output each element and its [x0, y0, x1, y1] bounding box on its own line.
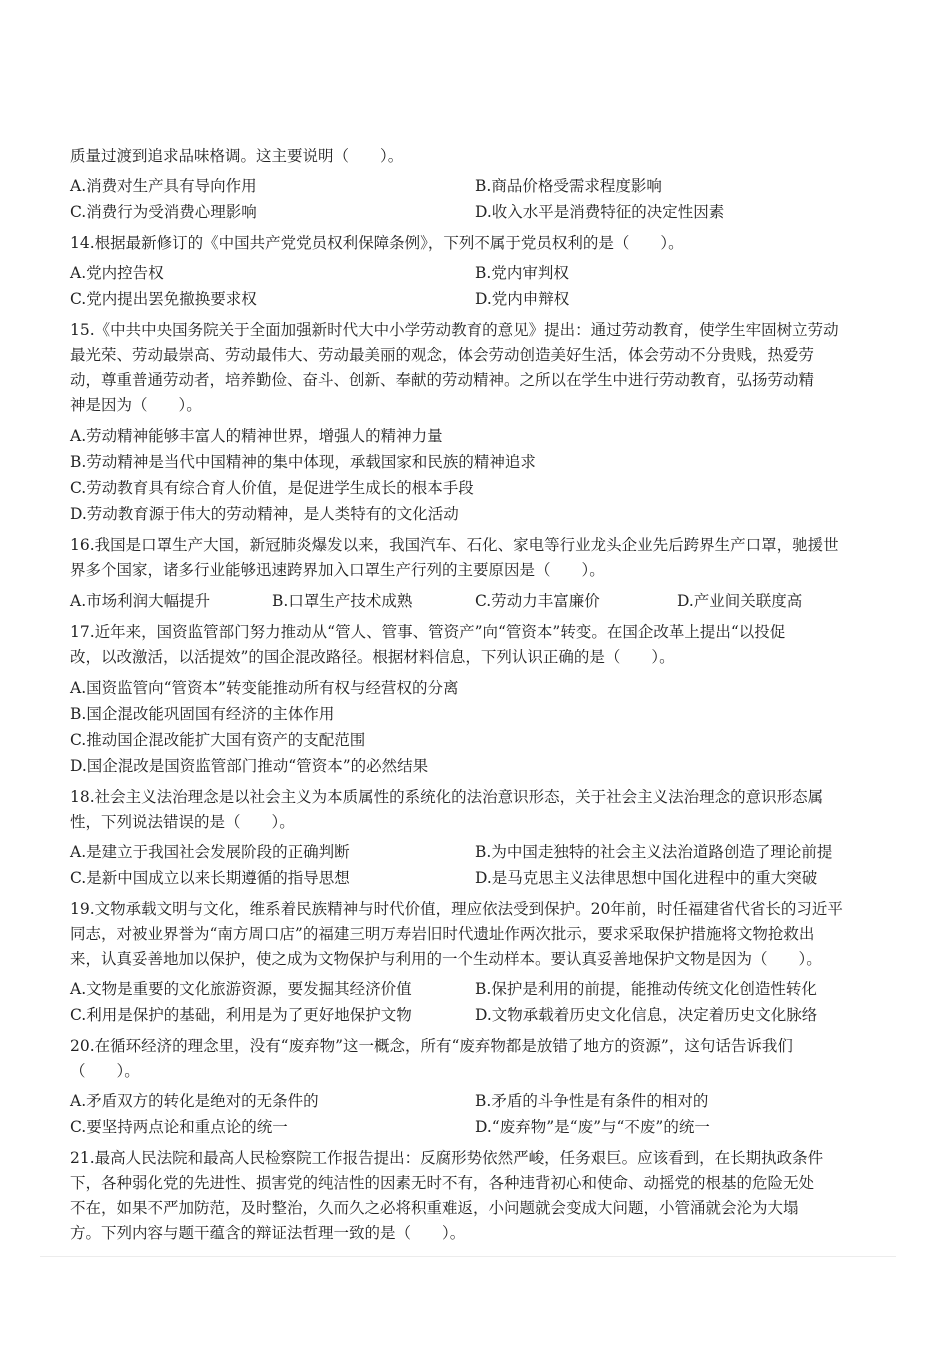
q16-stem-line: 界多个国家，诸多行业能够迅速跨界加入口罩生产行列的主要原因是（ ）。: [70, 561, 605, 579]
q15-option-a[interactable]: A.劳动精神能够丰富人的精神世界，增强人的精神力量: [70, 427, 443, 445]
q15-stem-line: 神是因为（ ）。: [70, 396, 202, 414]
q16-option-d[interactable]: D.产业间关联度高: [677, 592, 803, 610]
q18-option-d[interactable]: D.是马克思主义法律思想中国化进程中的重大突破: [475, 869, 818, 887]
q17-stem-line: 17.近年来，国资监管部门努力推动从“管人、管事、管资产”向“管资本”转变。在国企改革上提出“以投促: [70, 623, 786, 641]
q14-option-d[interactable]: D.党内申辩权: [475, 290, 570, 308]
q15-stem-line: 动，尊重普通劳动者，培养勤俭、奋斗、创新、奉献的劳动精神。之所以在学生中进行劳动教育，弘扬劳动精: [70, 371, 815, 389]
q16-stem-line: 16.我国是口罩生产大国，新冠肺炎爆发以来，我国汽车、石化、家电等行业龙头企业先后跨界生产口罩，驰援世: [70, 536, 839, 554]
q20-option-d[interactable]: D.“废弃物”是“废”与“不废”的统一: [475, 1118, 710, 1136]
q17-option-d[interactable]: D.国企混改是国资监管部门推动“管资本”的必然结果: [70, 757, 429, 775]
q20-option-b[interactable]: B.矛盾的斗争性是有条件的相对的: [475, 1092, 709, 1110]
q21-stem-line: 21.最高人民法院和最高人民检察院工作报告提出：反腐形势依然严峻，任务艰巨。应该看到，在长期执政条件: [70, 1149, 824, 1167]
q17-stem-line: 改，以改激活，以活提效”的国企混改路径。根据材料信息，下列认识正确的是（ ）。: [70, 648, 675, 666]
q13-stem-line: 质量过渡到追求品味格调。这主要说明（ ）。: [70, 147, 404, 165]
q20-stem-line: 20.在循环经济的理念里，没有“废弃物”这一概念，所有“废弃物都是放错了地方的资源”，这句话告诉我们: [70, 1037, 793, 1055]
q13-option-a[interactable]: A.消费对生产具有导向作用: [70, 177, 257, 195]
q16-option-b[interactable]: B.口罩生产技术成熟: [272, 592, 413, 610]
q18-stem-line: 18.社会主义法治理念是以社会主义为本质属性的系统化的法治意识形态，关于社会主义法治理念的意识形态属: [70, 788, 824, 806]
q18-option-a[interactable]: A.是建立于我国社会发展阶段的正确判断: [70, 843, 350, 861]
q15-option-d[interactable]: D.劳动教育源于伟大的劳动精神，是人类特有的文化活动: [70, 505, 459, 523]
q16-option-a[interactable]: A.市场利润大幅提升: [70, 592, 211, 610]
q19-option-a[interactable]: A.文物是重要的文化旅游资源，要发掘其经济价值: [70, 980, 412, 998]
q19-option-b[interactable]: B.保护是利用的前提，能推动传统文化创造性转化: [475, 980, 817, 998]
q21-stem-line: 不在，如果不严加防范，及时整治，久而久之必将积重难返，小问题就会变成大问题，小管涌就会沦为大塌: [70, 1199, 799, 1217]
q13-option-d[interactable]: D.收入水平是消费特征的决定性因素: [475, 203, 725, 221]
q16-option-c[interactable]: C.劳动力丰富廉价: [475, 592, 600, 610]
q18-option-c[interactable]: C.是新中国成立以来长期遵循的指导思想: [70, 869, 350, 887]
q14-option-c[interactable]: C.党内提出罢免撤换要求权: [70, 290, 257, 308]
q17-option-c[interactable]: C.推动国企混改能扩大国有资产的支配范围: [70, 731, 366, 749]
q15-option-b[interactable]: B.劳动精神是当代中国精神的集中体现，承载国家和民族的精神追求: [70, 453, 536, 471]
q14-option-b[interactable]: B.党内审判权: [475, 264, 569, 282]
q15-stem-line: 最光荣、劳动最崇高、劳动最伟大、劳动最美丽的观念，体会劳动创造美好生活，体会劳动不分贵贱，热爱劳: [70, 346, 815, 364]
q13-option-c[interactable]: C.消费行为受消费心理影响: [70, 203, 257, 221]
q18-option-b[interactable]: B.为中国走独特的社会主义法治道路创造了理论前提: [475, 843, 833, 861]
page-divider: [40, 1256, 896, 1257]
q21-stem-line: 方。下列内容与题干蕴含的辩证法哲理一致的是（ ）。: [70, 1224, 466, 1242]
q21-stem-line: 下，各种弱化党的先进性、损害党的纯洁性的因素无时不有，各种违背初心和使命、动摇党的根基的危险无处: [70, 1174, 815, 1192]
q19-stem-line: 19.文物承载文明与文化，维系着民族精神与时代价值，理应依法受到保护。20年前，时任福建省代省长的习近平: [70, 900, 843, 918]
q15-option-c[interactable]: C.劳动教育具有综合育人价值，是促进学生成长的根本手段: [70, 479, 474, 497]
q14-stem-line: 14.根据最新修订的《中国共产党党员权利保障条例》，下列不属于党员权利的是（ ）。: [70, 234, 684, 252]
q17-option-b[interactable]: B.国企混改能巩固国有经济的主体作用: [70, 705, 335, 723]
q14-option-a[interactable]: A.党内控告权: [70, 264, 164, 282]
q19-option-c[interactable]: C.利用是保护的基础，利用是为了更好地保护文物: [70, 1006, 412, 1024]
q19-option-d[interactable]: D.文物承载着历史文化信息，决定着历史文化脉络: [475, 1006, 818, 1024]
q18-stem-line: 性，下列说法错误的是（ ）。: [70, 813, 295, 831]
q20-option-a[interactable]: A.矛盾双方的转化是绝对的无条件的: [70, 1092, 319, 1110]
q15-stem-line: 15.《中共中央国务院关于全面加强新时代大中小学劳动教育的意见》提出：通过劳动教育，使学生牢固树立劳动: [70, 321, 839, 339]
q20-option-c[interactable]: C.要坚持两点论和重点论的统一: [70, 1118, 288, 1136]
q13-option-b[interactable]: B.商品价格受需求程度影响: [475, 177, 662, 195]
q19-stem-line: 来，认真妥善地加以保护，使之成为文物保护与利用的一个生动样本。要认真妥善地保护文物是因为（ ）。: [70, 950, 822, 968]
q19-stem-line: 同志，对被业界誉为“南方周口店”的福建三明万寿岩旧时代遗址作两次批示，要求采取保护措施将文物抢救出: [70, 925, 815, 943]
q20-stem-line: （ ）。: [70, 1062, 140, 1080]
q17-option-a[interactable]: A.国资监管向“管资本”转变能推动所有权与经营权的分离: [70, 679, 459, 697]
